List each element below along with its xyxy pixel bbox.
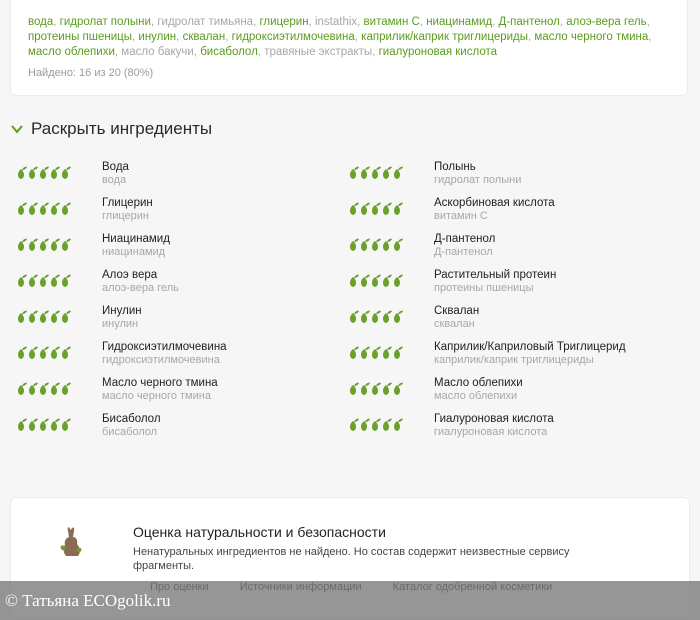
rating-leaves [349,382,403,396]
leaf-icon [51,311,60,323]
leaf-icon [62,347,71,359]
rating-leaves [349,418,403,432]
separator: , [308,16,315,28]
ingredient-row[interactable] [0,197,320,227]
ingredient-name: Гидроксиэтилмочевина [102,341,227,353]
leaf-icon [40,419,49,431]
leaf-icon [372,419,381,431]
leaf-icon [372,167,381,179]
ingredient-name: Полынь [434,161,476,173]
assessment-title: Оценка натуральности и безопасности [133,524,386,540]
ingredient-alias: вода [102,174,127,186]
separator: , [492,16,499,28]
ingredient-row[interactable] [332,197,652,227]
rating-leaves [349,346,403,360]
leaf-icon [383,239,392,251]
ingredient-alias: масло черного тмина [102,390,211,402]
leaf-icon [29,275,38,287]
leaf-icon [394,275,403,287]
ingredient-name: Каприлик/Каприловый Триглицерид [434,341,626,353]
ingredient-alias: глицерин [102,210,149,222]
leaf-icon [350,275,359,287]
rating-leaves [17,202,71,216]
separator: , [372,46,379,58]
leaf-icon [62,275,71,287]
separator: , [354,31,362,43]
rating-leaves [17,310,71,324]
leaf-icon [394,167,403,179]
composition-token[interactable]: вода [28,16,54,28]
leaf-icon [51,419,60,431]
ingredient-row[interactable] [0,413,320,443]
rating-leaves [349,274,403,288]
leaf-icon [383,167,392,179]
leaf-icon [383,347,392,359]
rating-leaves [17,274,71,288]
leaf-icon [350,419,359,431]
leaf-icon [51,239,60,251]
leaf-icon [62,239,71,251]
leaf-icon [18,383,27,395]
leaf-icon [350,167,359,179]
ingredient-alias: инулин [102,318,139,330]
leaf-icon [40,275,49,287]
leaf-icon [361,347,370,359]
separator: , [150,16,158,28]
leaf-icon [29,167,38,179]
composition-token[interactable]: гиалуроновая кислота [378,46,497,58]
leaf-icon [18,203,27,215]
composition-token[interactable]: глицерин [259,16,309,28]
leaf-icon [372,203,381,215]
leaf-icon [18,239,27,251]
composition-token[interactable]: бисаболол [200,46,258,58]
leaf-icon [383,275,392,287]
rating-leaves [17,418,71,432]
leaf-icon [350,347,359,359]
composition-token[interactable]: сквалан [182,31,226,43]
leaf-icon [40,383,49,395]
expand-ingredients-label: Раскрыть ингредиенты [31,119,213,138]
leaf-icon [350,311,359,323]
separator: , [132,31,139,43]
composition-token[interactable]: ниацинамид [426,16,493,28]
leaf-icon [40,311,49,323]
composition-token[interactable]: масло облепихи [28,46,115,58]
ingredient-row[interactable] [0,161,320,191]
leaf-icon [51,167,60,179]
ingredient-name: Ниацинамид [102,233,170,245]
leaf-icon [361,167,370,179]
rating-leaves [349,166,403,180]
leaf-icon [18,167,27,179]
leaf-icon [372,347,381,359]
ingredient-alias: Д-пантенол [434,246,493,258]
ingredient-name: Растительный протеин [434,269,557,281]
ingredient-row[interactable] [0,269,320,299]
rating-leaves [17,238,71,252]
leaf-icon [383,203,392,215]
separator: , [193,46,201,58]
ingredient-alias: алоэ-вера гель [102,282,179,294]
ingredient-row[interactable] [0,305,320,335]
ingredient-row[interactable] [0,233,320,263]
ingredient-alias: ниацинамид [102,246,166,258]
leaf-icon [51,383,60,395]
ingredient-name: Д-пантенол [434,233,496,245]
found-count: Найдено: 16 из 20 (80%) [28,67,154,79]
leaf-icon [350,383,359,395]
leaf-icon [350,239,359,251]
leaf-icon [40,167,49,179]
leaf-icon [394,203,403,215]
ingredient-alias: витамин С [434,210,488,222]
rating-leaves [349,202,403,216]
composition-token: травяные экстракты [264,46,373,58]
leaf-icon [372,311,381,323]
separator: , [648,31,652,43]
leaf-icon [361,275,370,287]
leaf-icon [394,311,403,323]
ingredient-row[interactable] [332,341,652,371]
composition-token: масло бакучи [121,46,194,58]
composition-token[interactable]: Д-пантенол [498,16,560,28]
composition-token: instathix [314,16,358,28]
ingredient-name: Вода [102,161,129,173]
ingredient-name: Алоэ вера [102,269,158,281]
separator: , [257,46,265,58]
ingredient-name: Глицерин [102,197,153,209]
assessment-description: Ненатуральных ингредиентов не найдено. Но состав содержит неизвестные сервису фрагменты. [133,546,570,572]
leaf-icon [62,167,71,179]
leaf-icon [51,275,60,287]
ingredient-alias: гидроксиэтилмочевина [102,354,220,366]
leaf-icon [394,419,403,431]
composition-token[interactable]: каприлик/каприк триглицериды [361,31,529,43]
leaf-icon [372,275,381,287]
ingredient-name: Сквалан [434,305,480,317]
rating-leaves [349,310,403,324]
ingredient-alias: каприлик/каприк триглицериды [434,354,594,366]
separator: , [114,46,122,58]
leaf-icon [383,383,392,395]
ingredient-row[interactable] [332,305,652,335]
leaf-icon [40,203,49,215]
rating-leaves [349,238,403,252]
composition-token[interactable]: протеины пшеницы [28,31,133,43]
separator: , [528,31,535,43]
leaf-icon [383,419,392,431]
ingredient-alias: протеины пшеницы [434,282,534,294]
leaf-icon [383,311,392,323]
leaf-icon [29,203,38,215]
leaf-icon [18,275,27,287]
leaf-icon [18,419,27,431]
ingredient-alias: масло облепихи [434,390,518,402]
leaf-icon [372,383,381,395]
leaf-icon [361,311,370,323]
ingredient-alias: гидролат полыни [434,174,522,186]
separator: , [646,16,650,28]
leaf-icon [29,383,38,395]
ingredient-row[interactable] [0,341,320,371]
leaf-icon [62,419,71,431]
ingredient-row[interactable] [332,377,652,407]
leaf-icon [40,239,49,251]
leaf-icon [29,239,38,251]
composition-token[interactable]: алоэ-вера гель [566,16,647,28]
composition-token[interactable]: витамин C [363,16,420,28]
leaf-icon [361,203,370,215]
ingredient-name: Аскорбиновая кислота [434,197,555,209]
ingredient-alias: сквалан [434,318,475,330]
leaf-icon [361,419,370,431]
composition-token[interactable]: гидролат полыни [59,16,151,28]
leaf-icon [18,311,27,323]
ingredient-name: Гиалуроновая кислота [434,413,554,425]
ingredient-alias: гиалуроновая кислота [434,426,548,438]
rating-leaves [17,382,71,396]
leaf-icon [394,239,403,251]
leaf-icon [350,203,359,215]
ingredient-name: Масло черного тмина [102,377,218,389]
separator: , [253,16,260,28]
leaf-icon [62,383,71,395]
leaf-icon [29,311,38,323]
separator: , [53,16,60,28]
ingredient-alias: бисаболол [102,426,158,438]
ingredient-name: Бисаболол [102,413,161,425]
leaf-icon [51,203,60,215]
separator: , [357,16,364,28]
separator: , [419,16,427,28]
ingredient-row[interactable] [332,413,652,443]
leaf-icon [361,239,370,251]
hare-icon [56,526,86,560]
ingredient-row[interactable] [0,377,320,407]
ingredient-name: Инулин [102,305,142,317]
rating-leaves [17,166,71,180]
ingredient-row[interactable] [332,233,652,263]
separator: , [559,16,567,28]
leaf-icon [62,311,71,323]
leaf-icon [394,347,403,359]
watermark: © Татьяна ECOgolik.ru [0,581,700,620]
ingredient-name: Масло облепихи [434,377,523,389]
composition-token[interactable]: инулин [138,31,177,43]
ingredient-row[interactable] [332,269,652,299]
leaf-icon [62,203,71,215]
composition-token[interactable]: масло черного тмина [534,31,649,43]
separator: , [225,31,232,43]
composition-token: гидролат тимьяна [157,16,254,28]
leaf-icon [29,347,38,359]
leaf-icon [372,239,381,251]
ingredient-row[interactable] [332,161,652,191]
leaf-icon [394,383,403,395]
composition-token[interactable]: гидроксиэтилмочевина [231,31,355,43]
rating-leaves [17,346,71,360]
leaf-icon [40,347,49,359]
leaf-icon [29,419,38,431]
leaf-icon [361,383,370,395]
leaf-icon [18,347,27,359]
leaf-icon [51,347,60,359]
separator: , [176,31,183,43]
